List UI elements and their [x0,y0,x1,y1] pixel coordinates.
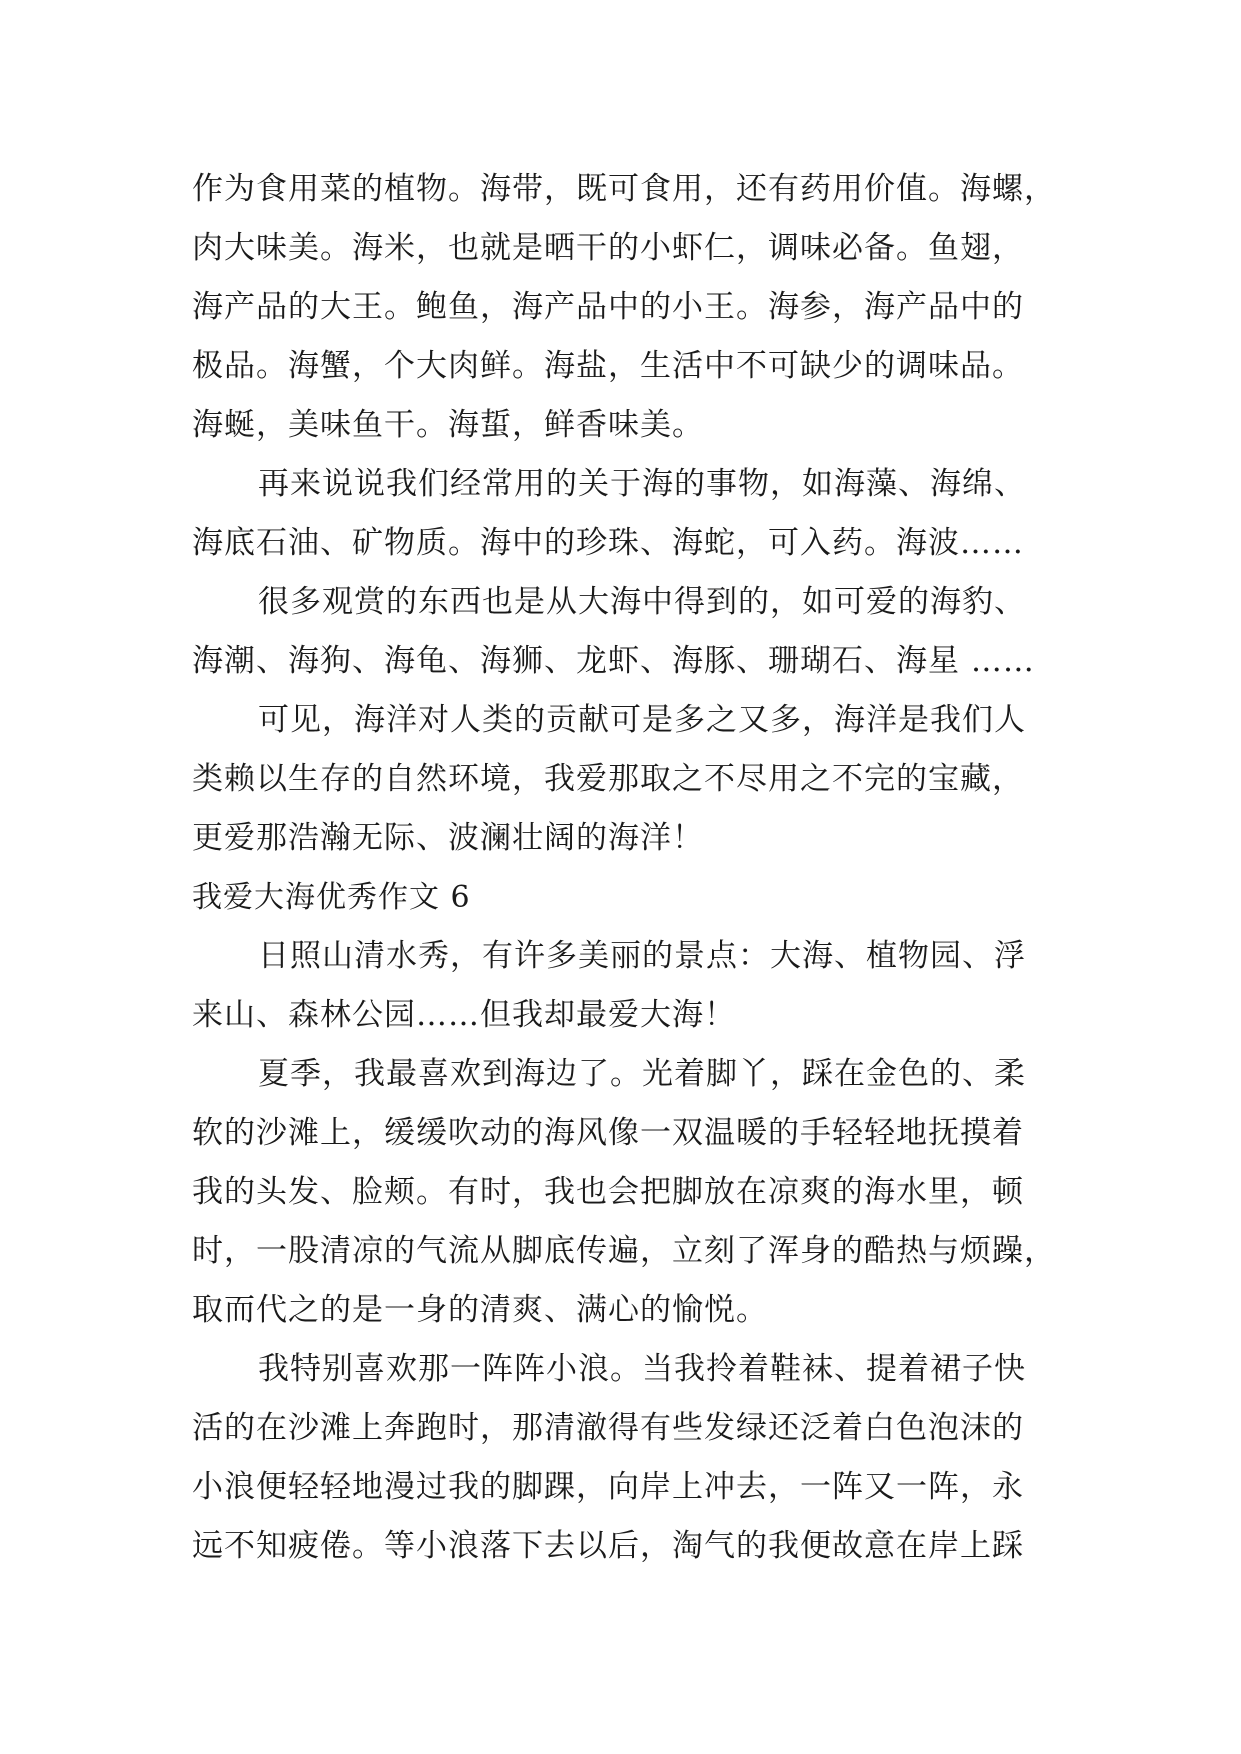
text-line: 小浪便轻轻地漫过我的脚踝，向岸上冲去，一阵又一阵，永 [192,1469,1024,1505]
text-line: 更爱那浩瀚无际、波澜壮阔的海洋！ [192,820,704,856]
text-line: 来山、森林公园……但我却最爱大海！ [192,997,736,1033]
text-line: 类赖以生存的自然环境，我爱那取之不尽用之不完的宝藏， [192,761,1024,797]
text-line: 活的在沙滩上奔跑时，那清澈得有些发绿还泛着白色泡沫的 [192,1410,1024,1446]
paragraph-sea-things [192,455,1072,573]
text-line: 远不知疲倦。等小浪落下去以后，淘气的我便故意在岸上踩 [192,1528,1024,1564]
text-line: 作为食用菜的植物。海带，既可食用，还有药用价值。海螺， [192,171,1056,207]
paragraph-waves [192,1340,1072,1576]
paragraph-conclusion [192,691,1072,868]
text-line: 日照山清水秀，有许多美丽的景点：大海、植物园、浮 [258,938,1026,974]
text-line: 海潮、海狗、海龟、海狮、龙虾、海豚、珊瑚石、海星 …… [192,643,1035,679]
text-line: 海产品的大王。鲍鱼，海产品中的小王。海参，海产品中的 [192,289,1024,325]
text-line: 海底石油、矿物质。海中的珍珠、海蛇，可入药。海波…… [192,525,1024,561]
text-line: 再来说说我们经常用的关于海的事物，如海藻、海绵、 [258,466,1026,502]
text-line: 极品。海蟹，个大肉鲜。海盐，生活中不可缺少的调味品。 [192,348,1024,384]
text-line: 时，一股清凉的气流从脚底传遍，立刻了浑身的酷热与烦躁， [192,1233,1056,1269]
paragraph-summer [192,1045,1072,1340]
text-line: 我特别喜欢那一阵阵小浪。当我拎着鞋袜、提着裙子快 [258,1351,1026,1387]
paragraph-rizhao [192,927,1072,1045]
text-line: 海蜒，美味鱼干。海蜇，鲜香味美。 [192,407,704,443]
text-line: 很多观赏的东西也是从大海中得到的，如可爱的海豹、 [258,584,1026,620]
essay-heading: 我爱大海优秀作文 6 [192,880,471,915]
text-line: 我的头发、脸颊。有时，我也会把脚放在凉爽的海水里，顿 [192,1174,1024,1210]
document-body [192,160,1072,1576]
text-line: 软的沙滩上，缓缓吹动的海风像一双温暖的手轻轻地抚摸着 [192,1115,1024,1151]
text-line: 取而代之的是一身的清爽、满心的愉悦。 [192,1292,768,1328]
text-line: 肉大味美。海米，也就是晒干的小虾仁，调味必备。鱼翅， [192,230,1024,266]
paragraph-seafood-continued [192,160,1072,455]
paragraph-ornamental [192,573,1072,691]
text-line: 夏季，我最喜欢到海边了。光着脚丫，踩在金色的、柔 [258,1056,1026,1092]
text-line: 可见，海洋对人类的贡献可是多之又多，海洋是我们人 [258,702,1026,738]
